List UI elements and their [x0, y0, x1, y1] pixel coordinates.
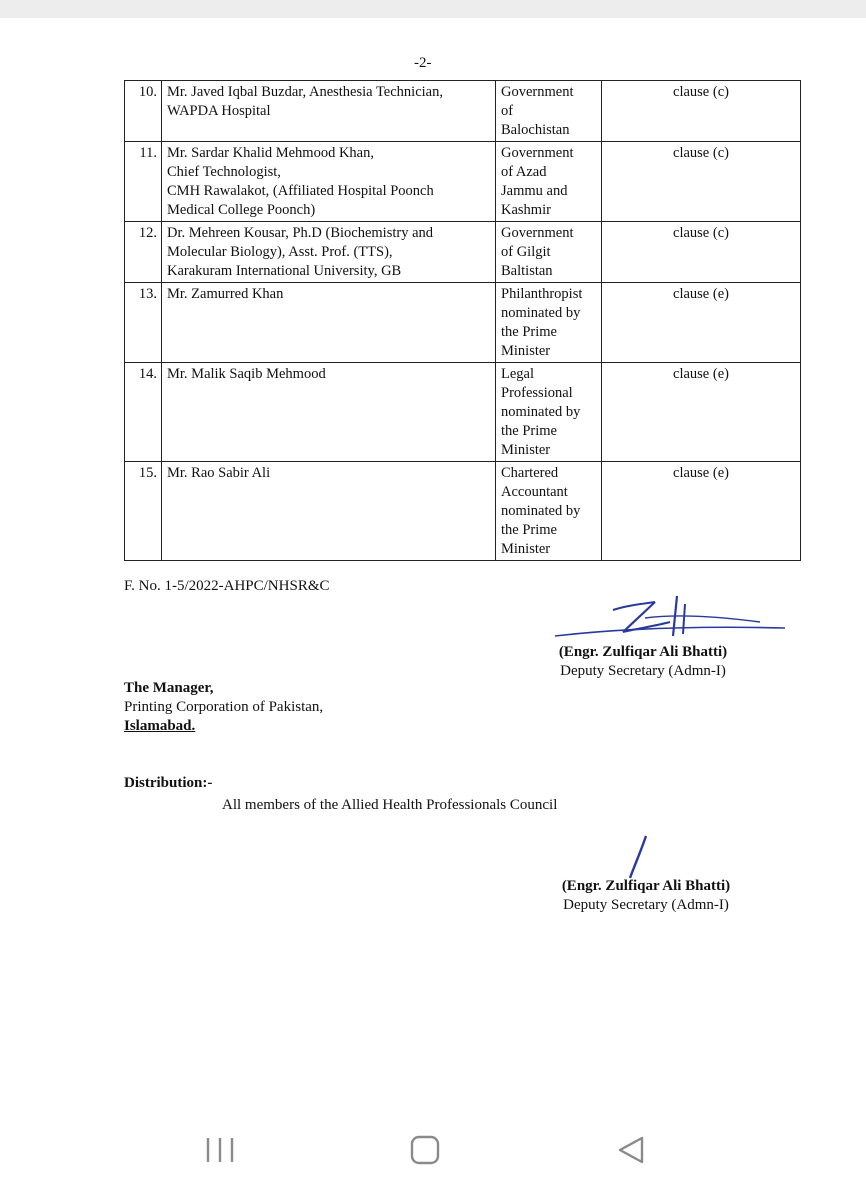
nominated-by-cell — [496, 81, 602, 142]
table-row — [125, 363, 801, 462]
nominated-by-line: of — [501, 103, 514, 119]
member-name-line: WAPDA Hospital — [167, 103, 271, 119]
row-number: 12. — [125, 222, 162, 283]
addressee-block — [124, 679, 323, 736]
nominated-by-line: Professional — [501, 385, 573, 401]
nominated-by-line: the Prime — [501, 324, 557, 340]
member-name-line: Chief Technologist, — [167, 164, 281, 180]
signer-block-1 — [548, 643, 738, 681]
nominated-by-line: Jammu and — [501, 183, 568, 199]
nominated-by-line: Legal — [501, 366, 535, 382]
nominated-by-line: Kashmir — [501, 202, 551, 218]
addressee-line-1: The Manager, — [124, 680, 214, 696]
distribution-heading: Distribution:- — [124, 775, 213, 791]
clause-cell: clause (e) — [602, 283, 801, 363]
nominated-by-line: of Azad — [501, 164, 547, 180]
nominated-by-line: the Prime — [501, 522, 557, 538]
member-name-cell — [162, 363, 496, 462]
navigation-bar — [0, 1105, 866, 1200]
distribution-text: All members of the Allied Health Professionals Council — [222, 797, 558, 813]
row-number: 11. — [125, 142, 162, 222]
home-icon[interactable] — [405, 1130, 445, 1170]
table-row — [125, 142, 801, 222]
signer-title: Deputy Secretary (Admn-I) — [560, 663, 726, 679]
signer-name: (Engr. Zulfiqar Ali Bhatti) — [558, 644, 728, 660]
clause-cell: clause (e) — [602, 462, 801, 561]
nominated-by-line: Minister — [501, 343, 551, 359]
status-strip — [0, 0, 866, 18]
nominated-by-cell — [496, 283, 602, 363]
nominated-by-line: of Gilgit — [501, 244, 551, 260]
signature-1 — [545, 592, 790, 644]
member-name-line: Mr. Javed Iqbal Buzdar, Anesthesia Technician, — [167, 84, 443, 100]
nominated-by-line: Government — [501, 145, 574, 161]
members-table — [124, 80, 801, 561]
nominated-by-line: Government — [501, 225, 574, 241]
clause-cell: clause (c) — [602, 81, 801, 142]
nominated-by-line: nominated by — [501, 404, 581, 420]
clause-cell: clause (e) — [602, 363, 801, 462]
nominated-by-cell — [496, 363, 602, 462]
member-name-line: Medical College Poonch) — [167, 202, 316, 218]
nominated-by-line: Minister — [501, 442, 551, 458]
member-name-cell — [162, 81, 496, 142]
row-number: 14. — [125, 363, 162, 462]
nominated-by-cell — [496, 462, 602, 561]
nominated-by-line: Chartered — [501, 465, 559, 481]
addressee-line-3: Islamabad. — [124, 718, 196, 734]
signer-name: (Engr. Zulfiqar Ali Bhatti) — [561, 878, 731, 894]
recent-apps-icon[interactable] — [200, 1130, 240, 1170]
nominated-by-line: Accountant — [501, 484, 568, 500]
clause-cell: clause (c) — [602, 222, 801, 283]
nominated-by-line: nominated by — [501, 305, 581, 321]
signer-title: Deputy Secretary (Admn-I) — [563, 897, 729, 913]
table-row — [125, 81, 801, 142]
signer-block-2 — [548, 877, 744, 915]
addressee-line-2: Printing Corporation of Pakistan, — [124, 699, 324, 715]
table-row — [125, 283, 801, 363]
nominated-by-line: Balochistan — [501, 122, 570, 138]
nominated-by-cell — [496, 142, 602, 222]
member-name-cell — [162, 462, 496, 561]
signature-2 — [612, 832, 662, 882]
nominated-by-line: Minister — [501, 541, 551, 557]
nominated-by-line: Philanthropist — [501, 286, 583, 302]
member-name-line: CMH Rawalakot, (Affiliated Hospital Poonch — [167, 183, 434, 199]
row-number: 10. — [125, 81, 162, 142]
member-name-line: Mr. Sardar Khalid Mehmood Khan, — [167, 145, 374, 161]
member-name-line: Dr. Mehreen Kousar, Ph.D (Biochemistry and — [167, 225, 434, 241]
member-name-cell — [162, 142, 496, 222]
nominated-by-cell — [496, 222, 602, 283]
clause-cell: clause (c) — [602, 142, 801, 222]
back-icon[interactable] — [612, 1130, 652, 1170]
table-row — [125, 462, 801, 561]
nominated-by-line: Baltistan — [501, 263, 553, 279]
member-name-line: Mr. Malik Saqib Mehmood — [167, 366, 326, 382]
member-name-line: Molecular Biology), Asst. Prof. (TTS), — [167, 244, 393, 260]
nominated-by-line: the Prime — [501, 423, 557, 439]
table-row — [125, 222, 801, 283]
member-name-line: Mr. Zamurred Khan — [167, 286, 284, 302]
member-name-line: Karakuram International University, GB — [167, 263, 402, 279]
nominated-by-line: Government — [501, 84, 574, 100]
page-number: -2- — [414, 55, 432, 71]
row-number: 13. — [125, 283, 162, 363]
nominated-by-line: nominated by — [501, 503, 581, 519]
member-name-line: Mr. Rao Sabir Ali — [167, 465, 271, 481]
file-number: F. No. 1-5/2022-AHPC/NHSR&C — [124, 578, 330, 594]
member-name-cell — [162, 222, 496, 283]
member-name-cell — [162, 283, 496, 363]
row-number: 15. — [125, 462, 162, 561]
